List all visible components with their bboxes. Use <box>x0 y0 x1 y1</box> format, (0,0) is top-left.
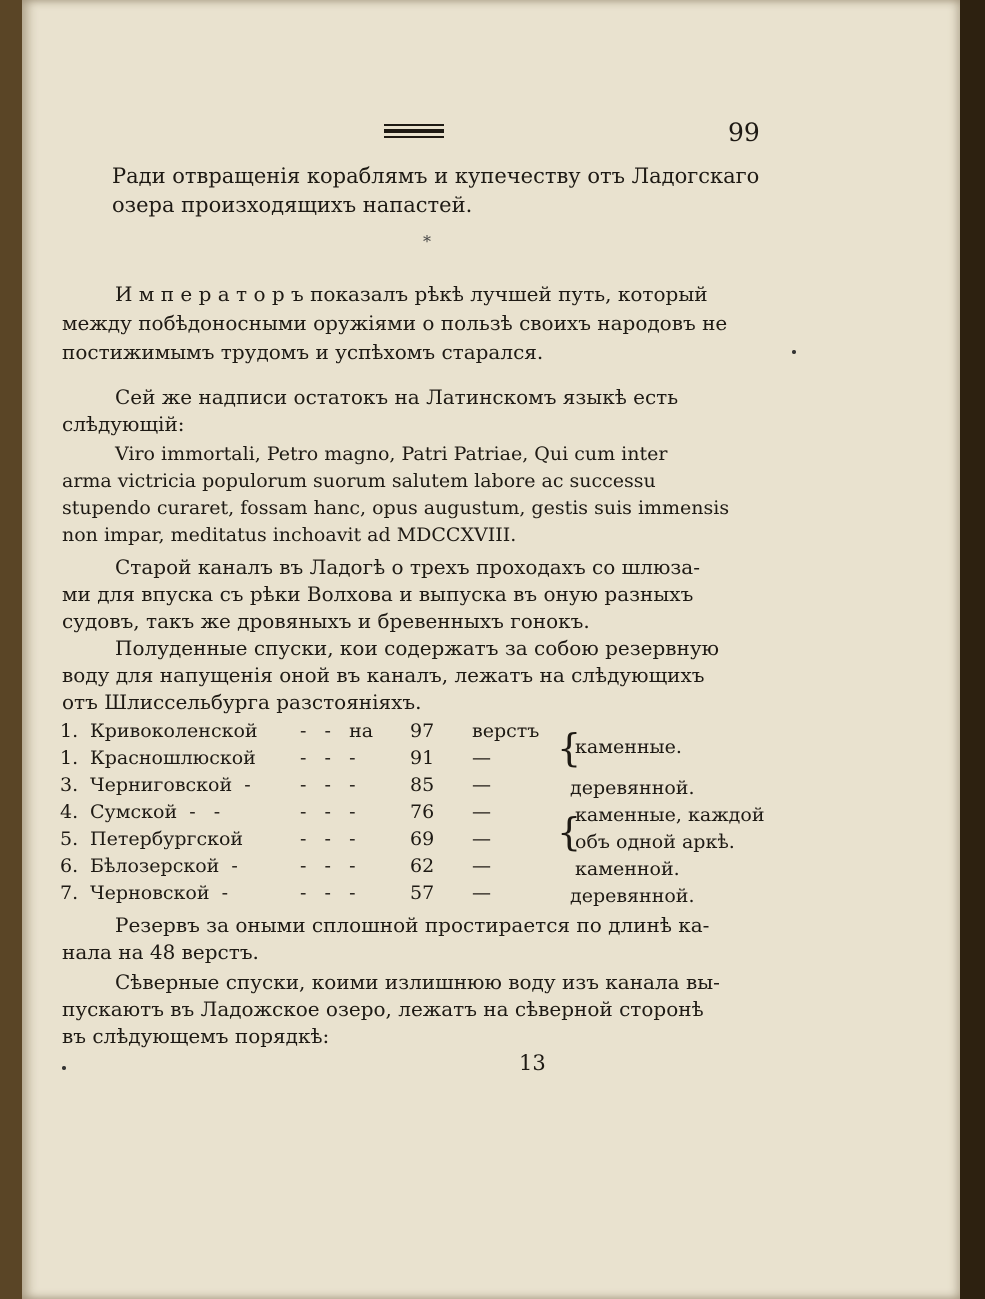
header-rule <box>384 124 444 136</box>
text-line: Сѣверные спуски, коими излишнюю воду изъ канала вы- <box>115 970 720 994</box>
text-line: Резервъ за оными сплошной простирается по длинѣ ка- <box>115 913 710 937</box>
note-stone-2a: каменные, каждой <box>575 804 765 826</box>
distance-unit: — <box>472 855 491 877</box>
book-spine-edge <box>0 0 22 1299</box>
row-number: 4. <box>60 801 79 823</box>
sluice-name: Сумской - - <box>90 801 221 823</box>
distance-value: 62 <box>410 855 435 877</box>
row-number: 3. <box>60 774 79 796</box>
brace-glyph: { <box>557 810 582 854</box>
text-line: воду для напущенія оной въ каналъ, лежатъ на слѣдующихъ <box>62 663 705 687</box>
distance-value: 76 <box>410 801 435 823</box>
ornament-asterisk: * <box>423 232 431 251</box>
sluice-name: Петербургской <box>90 828 244 850</box>
distance-value: 69 <box>410 828 435 850</box>
sluice-name: Черниговской - <box>90 774 251 796</box>
text-line: судовъ, такъ же дровяныхъ и бревенныхъ гонокъ. <box>62 609 590 633</box>
book-page <box>22 0 960 1299</box>
distance-unit: — <box>472 774 491 796</box>
page-speck <box>792 350 796 354</box>
leader-dashes: - - - <box>300 855 356 877</box>
leader-dashes: - - - <box>300 801 356 823</box>
leader-dashes: - - - <box>300 882 356 904</box>
page-speck <box>62 1066 66 1070</box>
heading-line-1: Ради отвращенія кораблямъ и купечеству отъ Ладогскаго <box>112 164 760 188</box>
text-line: stupendo curaret, fossam hanc, opus augustum, gestis suis immensis <box>62 497 730 519</box>
text-line: arma victricia populorum suorum salutem labore ac successu <box>62 470 656 492</box>
text-line: И м п е р а т о р ъ показалъ рѣкѣ лучшей путь, который <box>115 282 708 306</box>
text-line: Viro immortali, Petro magno, Patri Patriae, Qui cum inter <box>115 443 668 465</box>
text-line: Полуденные спуски, кои содержатъ за собою резервную <box>115 636 720 660</box>
text-line: постижимымъ трудомъ и успѣхомъ старался. <box>62 340 544 364</box>
distance-unit: — <box>472 801 491 823</box>
book-edge-right <box>960 0 985 1299</box>
text-line: въ слѣдующемъ порядкѣ: <box>62 1024 330 1048</box>
note-stone-1: каменные. <box>575 736 682 758</box>
text-line: Сей же надписи остатокъ на Латинскомъ языкѣ есть <box>115 385 679 409</box>
row-number: 1. <box>60 747 79 769</box>
signature-mark: 13 <box>519 1051 546 1075</box>
sluice-name: Черновской - <box>90 882 229 904</box>
leader-dashes: - - - <box>300 828 356 850</box>
distance-value: 91 <box>410 747 435 769</box>
distance-unit: — <box>472 882 491 904</box>
note-wood-1: деревянной. <box>570 777 695 799</box>
text-line: non impar, meditatus inchoavit ad MDCCXVIII. <box>62 524 517 546</box>
row-number: 1. <box>60 720 79 742</box>
text-line: слѣдующій: <box>62 412 185 436</box>
brace-glyph: { <box>557 726 582 770</box>
sluice-name: Кривоколенской <box>90 720 258 742</box>
leader-dashes: - - - <box>300 774 356 796</box>
text-line: нала на 48 верстъ. <box>62 940 259 964</box>
row-number: 5. <box>60 828 79 850</box>
leader-dashes: - - на <box>300 720 374 742</box>
row-number: 7. <box>60 882 79 904</box>
page-number: 99 <box>728 118 760 147</box>
note-stone-3: каменной. <box>575 858 680 880</box>
distance-value: 85 <box>410 774 435 796</box>
text-line: отъ Шлиссельбурга разстояніяхъ. <box>62 690 422 714</box>
row-number: 6. <box>60 855 79 877</box>
sluice-name: Красношлюской <box>90 747 256 769</box>
sluice-name: Бѣлозерской - <box>90 855 238 877</box>
distance-unit: — <box>472 747 491 769</box>
heading-line-2: озера произходящихъ напастей. <box>112 193 473 217</box>
text-line: Старой каналъ въ Ладогѣ о трехъ проходахъ со шлюза- <box>115 555 700 579</box>
distance-value: 57 <box>410 882 435 904</box>
text-line: между побѣдоносными оружіями о пользѣ своихъ народовъ не <box>62 311 728 335</box>
note-stone-2b: объ одной аркѣ. <box>575 831 735 853</box>
text-line: ми для впуска съ рѣки Волхова и выпуска въ оную разныхъ <box>62 582 694 606</box>
leader-dashes: - - - <box>300 747 356 769</box>
distance-value: 97 <box>410 720 435 742</box>
text-line: пускаютъ въ Ладожское озеро, лежатъ на сѣверной сторонѣ <box>62 997 704 1021</box>
distance-unit: верстъ <box>472 720 540 742</box>
note-wood-2: деревянной. <box>570 885 695 907</box>
distance-unit: — <box>472 828 491 850</box>
